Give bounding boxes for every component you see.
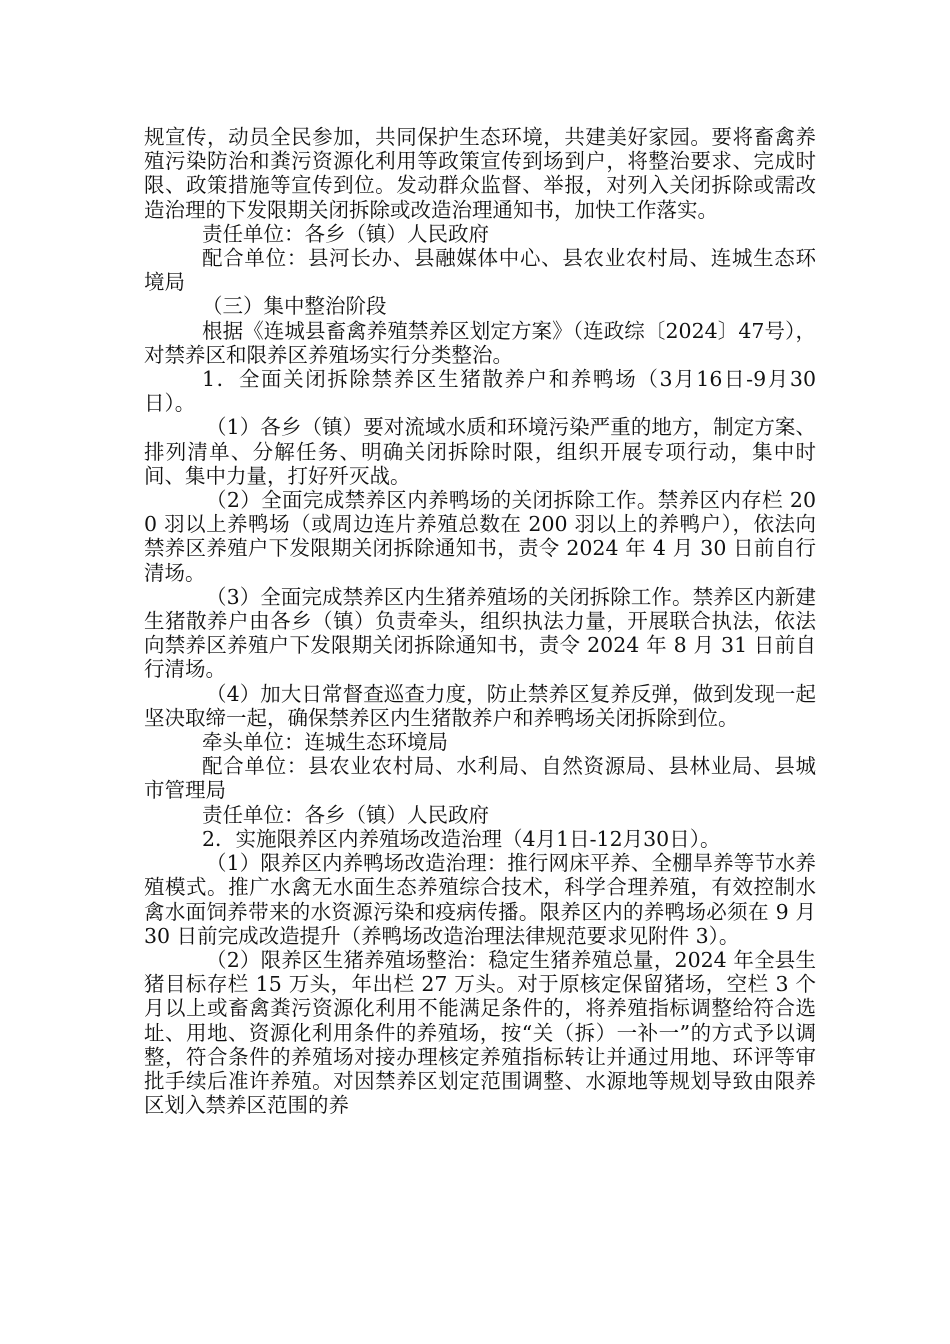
paragraph: 责任单位：各乡（镇）人民政府 bbox=[202, 221, 489, 246]
paragraph: 牵头单位：连城生态环境局 bbox=[202, 730, 448, 755]
paragraph: 配合单位：县河长办、县融媒体中心、县农业农村局、连城生态环境局 bbox=[144, 246, 816, 295]
paragraph: 规宣传，动员全民参加，共同保护生态环境，共建美好家园。要将畜禽养殖污染防治和粪污资源化利用等政策宣传到场到户，将整治要求、完成时限、政策措施等宣传到位。发动群众监督、举报，对列入关闭拆除或需改造治理的下发限期关闭拆除或改造治理通知书，加快工作落实。 bbox=[144, 125, 816, 222]
paragraph: 根据《连城县畜禽养殖禁养区划定方案》（连政综〔2024〕47号），对禁养区和限养区养殖场实行分类整治。 bbox=[144, 318, 816, 367]
paragraph: （1）各乡（镇）要对流域水质和环境污染严重的地方，制定方案、排列清单、分解任务、明确关闭拆除时限，组织开展专项行动，集中时间、集中力量，打好歼灭战。 bbox=[144, 415, 816, 488]
paragraph: （2）全面完成禁养区内养鸭场的关闭拆除工作。禁养区内存栏 200 羽以上养鸭场（或周边连片养殖总数在 200 羽以上的养鸭户），依法向禁养区养殖户下发限期关闭拆除通知书，责令 2024 年 4 月 30 日前自行清场。 bbox=[144, 488, 816, 585]
document-body bbox=[144, 125, 816, 1117]
paragraph: （4）加大日常督查巡查力度，防止禁养区复养反弹，做到发现一起坚决取缔一起，确保禁养区内生猪散养户和养鸭场关闭拆除到位。 bbox=[144, 681, 816, 730]
paragraph: 1．全面关闭拆除禁养区生猪散养户和养鸭场（3月16日-9月30日）。 bbox=[144, 367, 816, 416]
paragraph: 配合单位：县农业农村局、水利局、自然资源局、县林业局、县城市管理局 bbox=[144, 754, 816, 803]
paragraph: 2．实施限养区内养殖场改造治理（4月1日-12月30日）。 bbox=[202, 826, 721, 851]
paragraph: （三）集中整治阶段 bbox=[202, 294, 387, 319]
paragraph: （1）限养区内养鸭场改造治理：推行网床平养、全棚旱养等节水养殖模式。推广水禽无水面生态养殖综合技术，科学合理养殖，有效控制水禽水面饲养带来的水资源污染和疫病传播。限养区内的养鸭场必须在 9 月 30 日前完成改造提升（养鸭场改造治理法律规范要求见附件 3）。 bbox=[144, 851, 816, 948]
paragraph: 责任单位：各乡（镇）人民政府 bbox=[202, 802, 489, 827]
paragraph: （2）限养区生猪养殖场整治：稳定生猪养殖总量，2024 年全县生猪目标存栏 15 万头，年出栏 27 万头。对于原核定保留猪场，空栏 3 个月以上或畜禽粪污资源化利用不能满足条件的，将养殖指标调整给符合选址、用地、资源化利用条件的养殖场，按“关（拆）一补一”的方式予以调整，符合条件的养殖场对接办理核定养殖指标转让并通过用地、环评等审批手续后准许养殖。对因禁养区划定范围调整、水源地等规划导致由限养区划入禁养区范围的养 bbox=[144, 947, 816, 1118]
paragraph: （3）全面完成禁养区内生猪养殖场的关闭拆除工作。禁养区内新建生猪散养户由各乡（镇）负责牵头，组织执法力量，开展联合执法，依法向禁养区养殖户下发限期关闭拆除通知书，责令 2024 年 8 月 31 日前自行清场。 bbox=[144, 584, 816, 682]
